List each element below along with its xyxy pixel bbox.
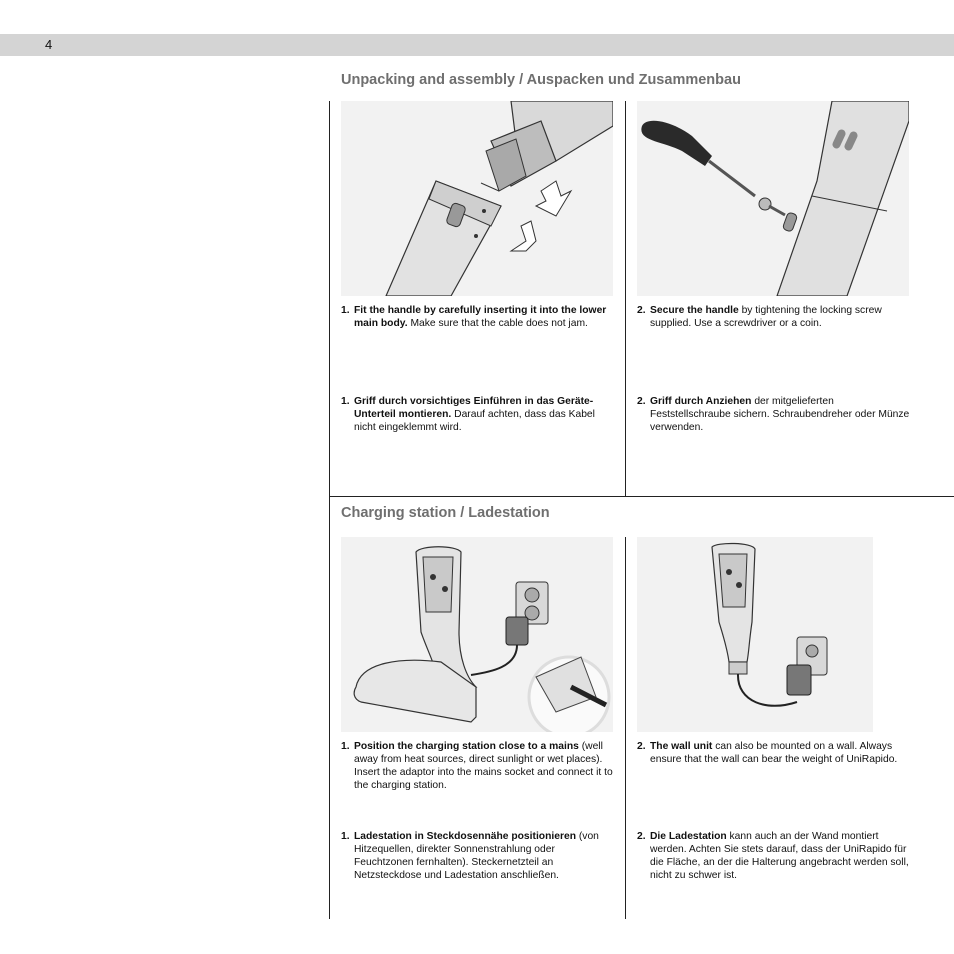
assembly-middle-rule xyxy=(625,101,626,496)
step-text: can also be mounted on a wall. Always ensure that the wall can bear the weight of UniRapido. xyxy=(650,741,898,765)
step-lead: Die Ladestation xyxy=(650,831,727,842)
step-text: (von Hitzequellen, direkter Sonnenstrahlung oder Feuchtzonen fernhalten). Steckernetzteil an Netzsteckdose und Ladestation anschließen. xyxy=(354,831,599,881)
figure-charging-station xyxy=(341,537,613,732)
charging-middle-rule xyxy=(625,537,626,919)
step-text: kann auch an der Wand montiert werden. Achten Sie stets darauf, dass der UniRapido für die Fläche, an der die Halterung angebracht werden soll, nicht zu schwer ist. xyxy=(650,831,909,881)
assembly-step-2-en xyxy=(637,304,912,330)
step-lead: Fit the handle by carefully inserting it into the lower main body. xyxy=(354,305,607,329)
step-number: 1. xyxy=(341,396,350,407)
step-lead: Ladestation in Steckdosennähe positionieren xyxy=(354,831,576,842)
step-lead: Griff durch vorsichtiges Einführen in das Geräte-Unterteil montieren. xyxy=(354,396,594,420)
step-number: 2. xyxy=(637,741,646,752)
step-text: by tightening the locking screw supplied. Use a screwdriver or a coin. xyxy=(650,305,882,329)
charging-step-1-en xyxy=(341,740,616,792)
assembly-step-2-de xyxy=(637,395,912,434)
assembly-step-1-en xyxy=(341,304,611,330)
step-lead: Secure the handle xyxy=(650,305,739,316)
step-number: 2. xyxy=(637,396,646,407)
charging-step-1-de xyxy=(341,830,616,882)
step-lead: Griff durch Anziehen xyxy=(650,396,752,407)
left-column-rule xyxy=(329,101,330,919)
step-lead: Position the charging station close to a mains xyxy=(354,741,579,752)
step-number: 1. xyxy=(341,831,350,842)
section-divider xyxy=(329,496,954,497)
step-number: 1. xyxy=(341,741,350,752)
step-number: 1. xyxy=(341,305,350,316)
charging-heading: Charging station / Ladestation xyxy=(341,505,550,521)
charging-step-2-en xyxy=(637,740,912,766)
step-text: (well away from heat sources, direct sunlight or wet places). Insert the adaptor into the mains socket and connect it to the charging station. xyxy=(354,741,613,791)
assembly-heading: Unpacking and assembly / Auspacken und Zusammenbau xyxy=(341,72,741,88)
figure-handle-insertion xyxy=(341,101,613,296)
page-number: 4 xyxy=(45,37,53,52)
step-text: der mitgelieferten Feststellschraube sichern. Schraubendreher oder Münze verwenden. xyxy=(650,396,910,433)
charging-step-2-de xyxy=(637,830,912,882)
step-text: Darauf achten, dass das Kabel nicht eingeklemmt wird. xyxy=(354,409,595,433)
page-header-bar xyxy=(0,34,954,56)
assembly-step-1-de xyxy=(341,395,611,434)
step-number: 2. xyxy=(637,305,646,316)
step-number: 2. xyxy=(637,831,646,842)
step-lead: The wall unit xyxy=(650,741,713,752)
figure-wall-unit xyxy=(637,537,873,732)
figure-locking-screw xyxy=(637,101,909,296)
step-text: Make sure that the cable does not jam. xyxy=(407,318,588,329)
